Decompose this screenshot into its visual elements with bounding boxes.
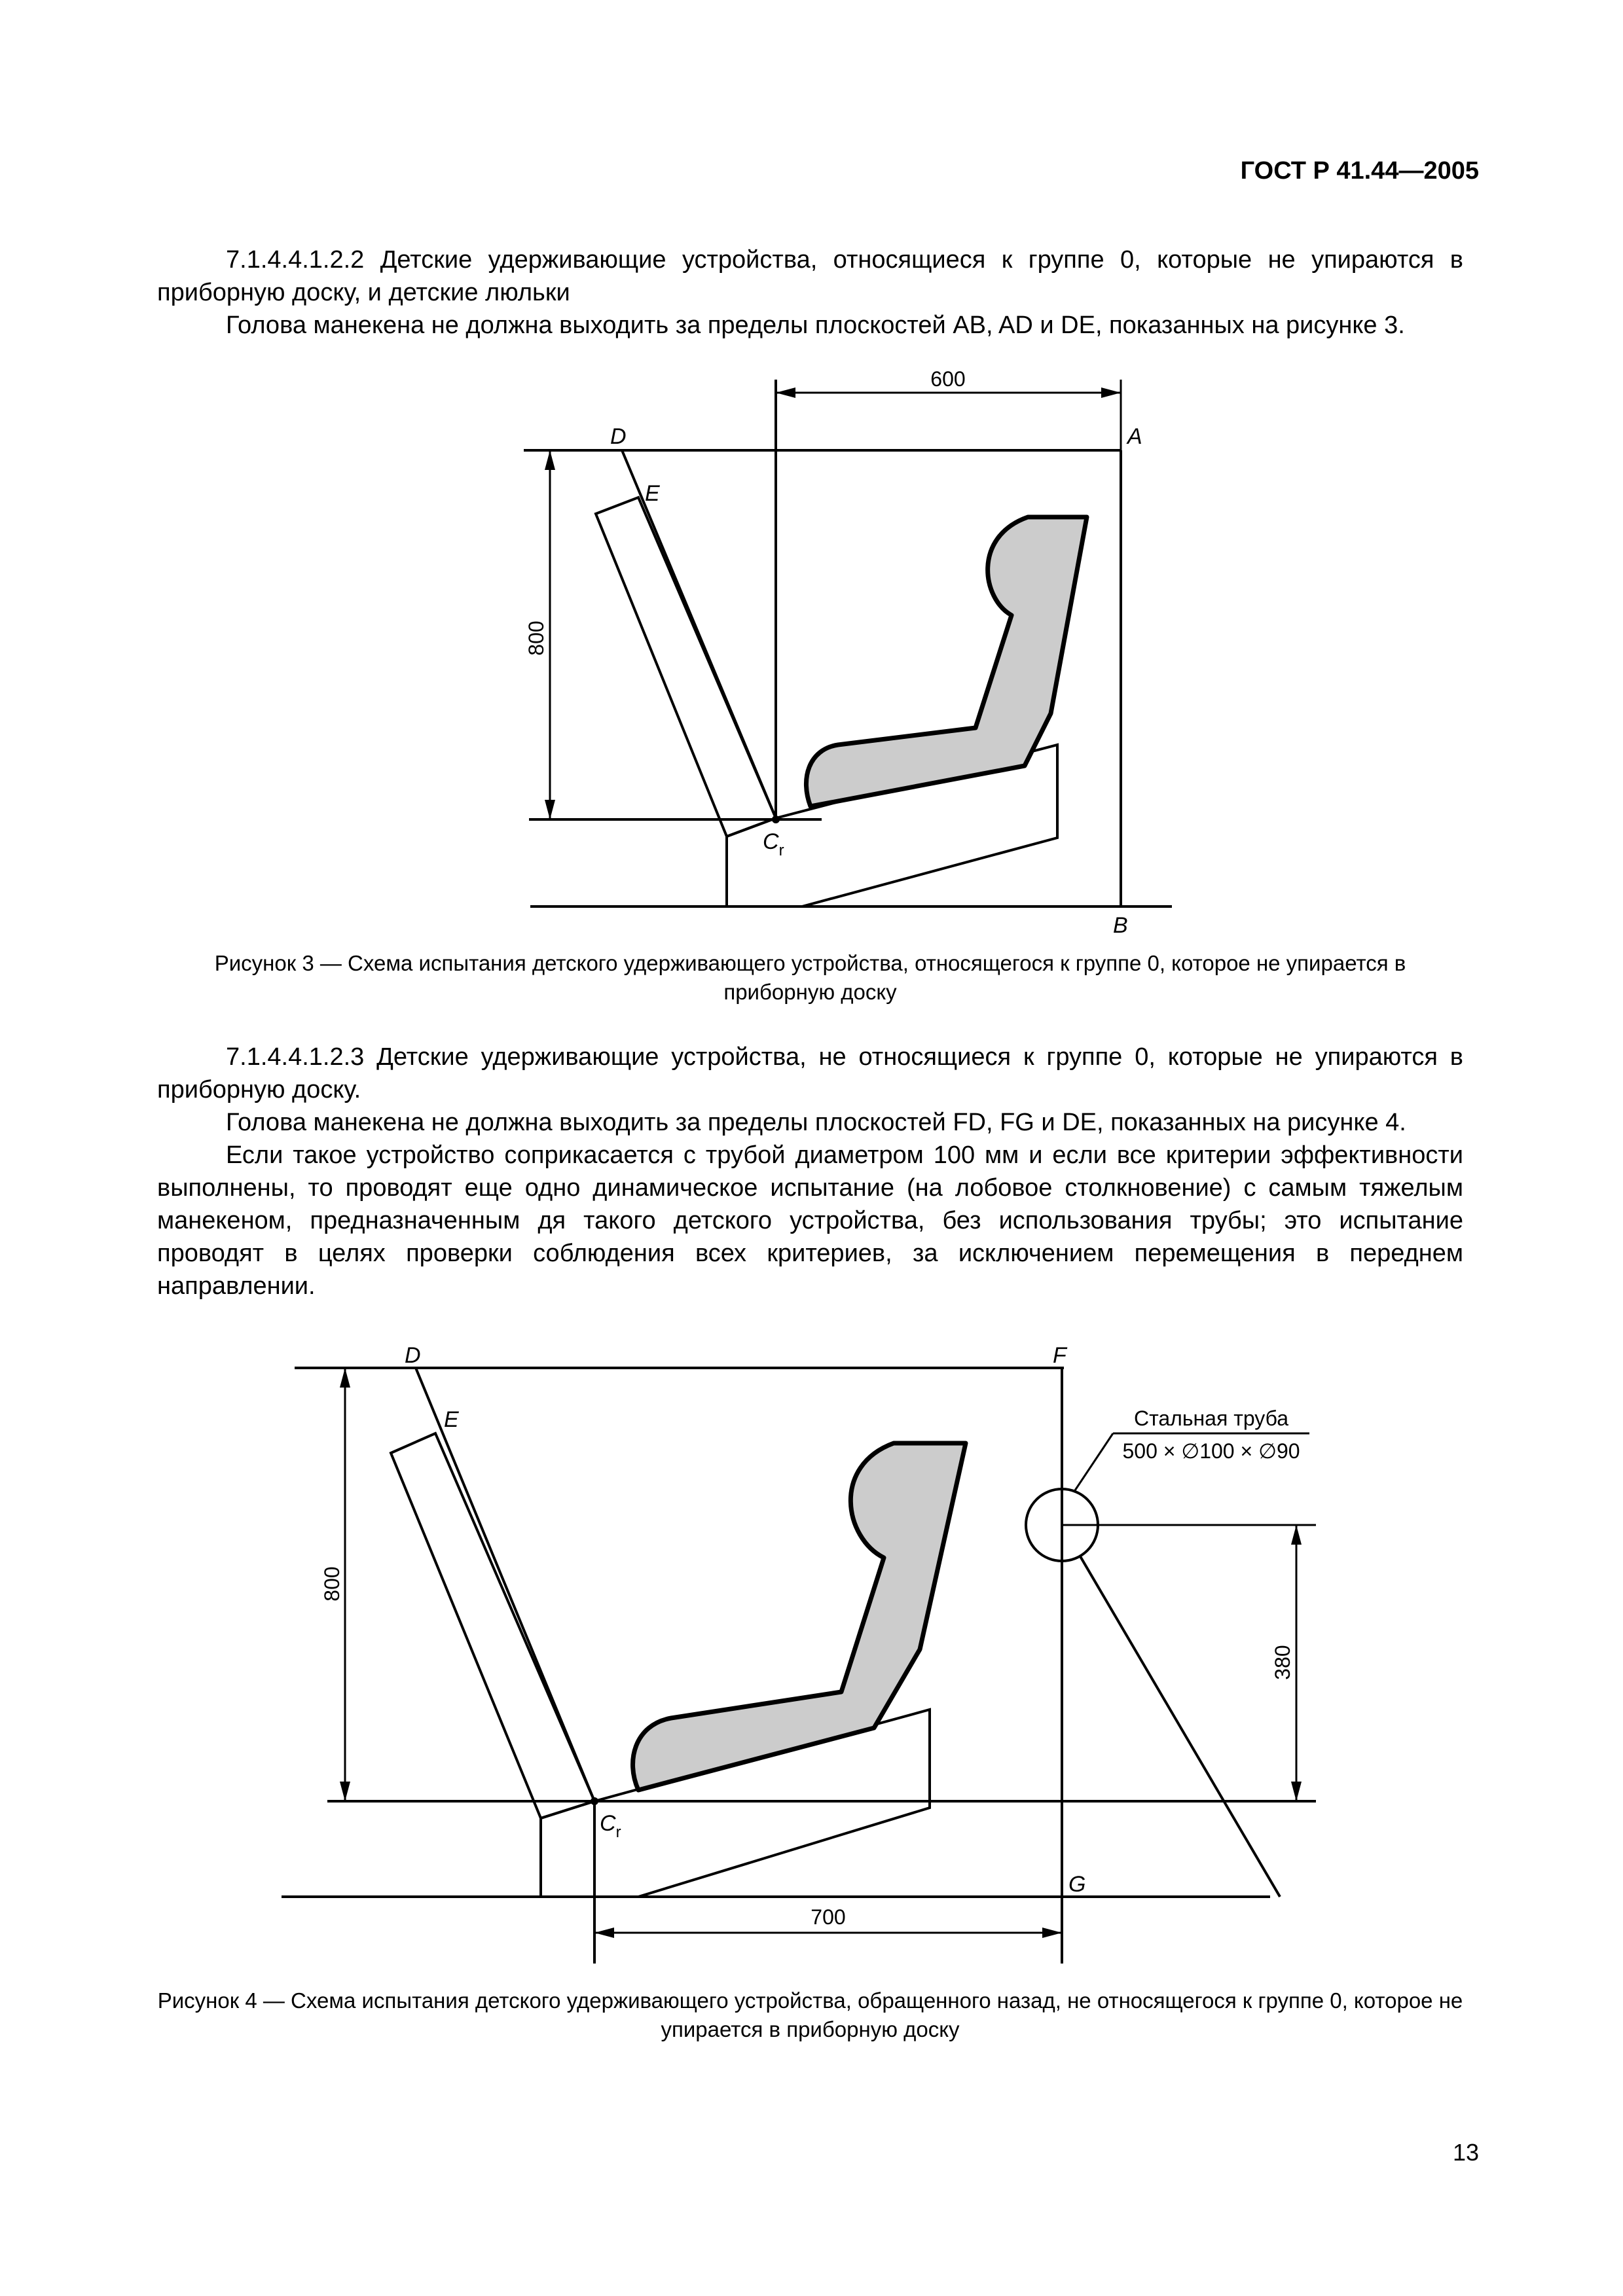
label-a: A [1127,424,1142,449]
section-2-text-2: Если такое устройство соприкасается с трубой диаметром 100 мм и если все критерии эффективности выполнены, то проводят еще одно динамическое испытание (на лобовое столкновение) с самым тяжелым манекеном, предназначенным дя такого детского устройства, без использования трубы; это испытание проводят в целях проверки соблюдения всех критериев, за исключением перемещения в переднем направлении. [157,1141,1463,1300]
dim-800-label: 800 [320,1566,344,1602]
dim-arrow-left [594,1928,614,1938]
section-1-heading: 7.1.4.4.1.2.2 Детские удерживающие устройства, относящиеся к группе 0, которые не упираются в приборную доску, и детские люльки [157,246,1463,306]
pipe-label: Стальная труба [1133,1407,1289,1430]
label-f: F [1053,1343,1067,1368]
dim-700-label: 700 [811,1905,846,1929]
section-2-text-1: Голова манекена не должна выходить за пределы плоскостей FD, FG и DE, показанных на рисунке 4. [226,1109,1406,1136]
label-cr [600,1811,621,1841]
dim-600-label: 600 [930,367,966,391]
label-g: G [1068,1872,1086,1897]
dim-arrow-up-380 [1291,1525,1302,1545]
page-number: 13 [1452,2139,1479,2166]
seat-backrest [391,1433,594,1818]
dim-arrow-down [545,800,555,819]
label-cr-sub: r [778,842,784,859]
figure-4 [0,1329,1623,1983]
label-b: B [1113,913,1128,938]
section-2-heading: 7.1.4.4.1.2.3 Детские удерживающие устройства, не относящиеся к группе 0, которые не упираются в приборную доску. [157,1043,1463,1103]
label-cr [763,829,784,859]
figure-3 [0,367,1623,942]
document-header: ГОСТ Р 41.44—2005 [1240,157,1479,185]
dim-arrow-left [776,387,795,398]
label-d: D [405,1343,421,1368]
dim-arrow-right [1042,1928,1062,1938]
child-seat-shell [633,1443,966,1790]
child-seat-shell [806,517,1087,806]
dim-380-label: 380 [1271,1645,1294,1680]
dim-800-label: 800 [524,620,548,656]
figure-4-caption: Рисунок 4 — Схема испытания детского удерживающего устройства, обращенного назад, не относящегося к группе 0, которое не упирается в приборную доску [157,1988,1463,2041]
label-e: E [444,1407,459,1432]
label-e: E [645,481,660,506]
cr-point [591,1797,598,1805]
pipe-support-line [1080,1556,1280,1897]
pipe-dims: 500 × ∅100 × ∅90 [1122,1439,1300,1463]
dim-arrow-down [340,1782,350,1801]
label-cr-main: C [600,1811,616,1836]
plane-de-line [416,1368,594,1801]
label-d: D [610,424,627,449]
label-cr-main: C [763,829,779,854]
pipe-leader-line [1074,1433,1113,1492]
section-1 [157,243,1463,342]
seat-backrest [596,497,776,836]
section-2 [157,1041,1463,1302]
dim-arrow-up [545,450,555,470]
dim-arrow-right [1101,387,1121,398]
label-cr-sub: r [615,1823,621,1841]
section-1-text: Голова манекена не должна выходить за пределы плоскостей AB, AD и DE, показанных на рисунке 3. [226,312,1405,339]
dim-arrow-down-380 [1291,1782,1302,1801]
cr-point [772,816,780,823]
dim-arrow-up [340,1368,350,1388]
figure-3-caption: Рисунок 3 — Схема испытания детского удерживающего устройства, относящегося к группе 0, которое не упирается в приборную доску [214,951,1406,1004]
